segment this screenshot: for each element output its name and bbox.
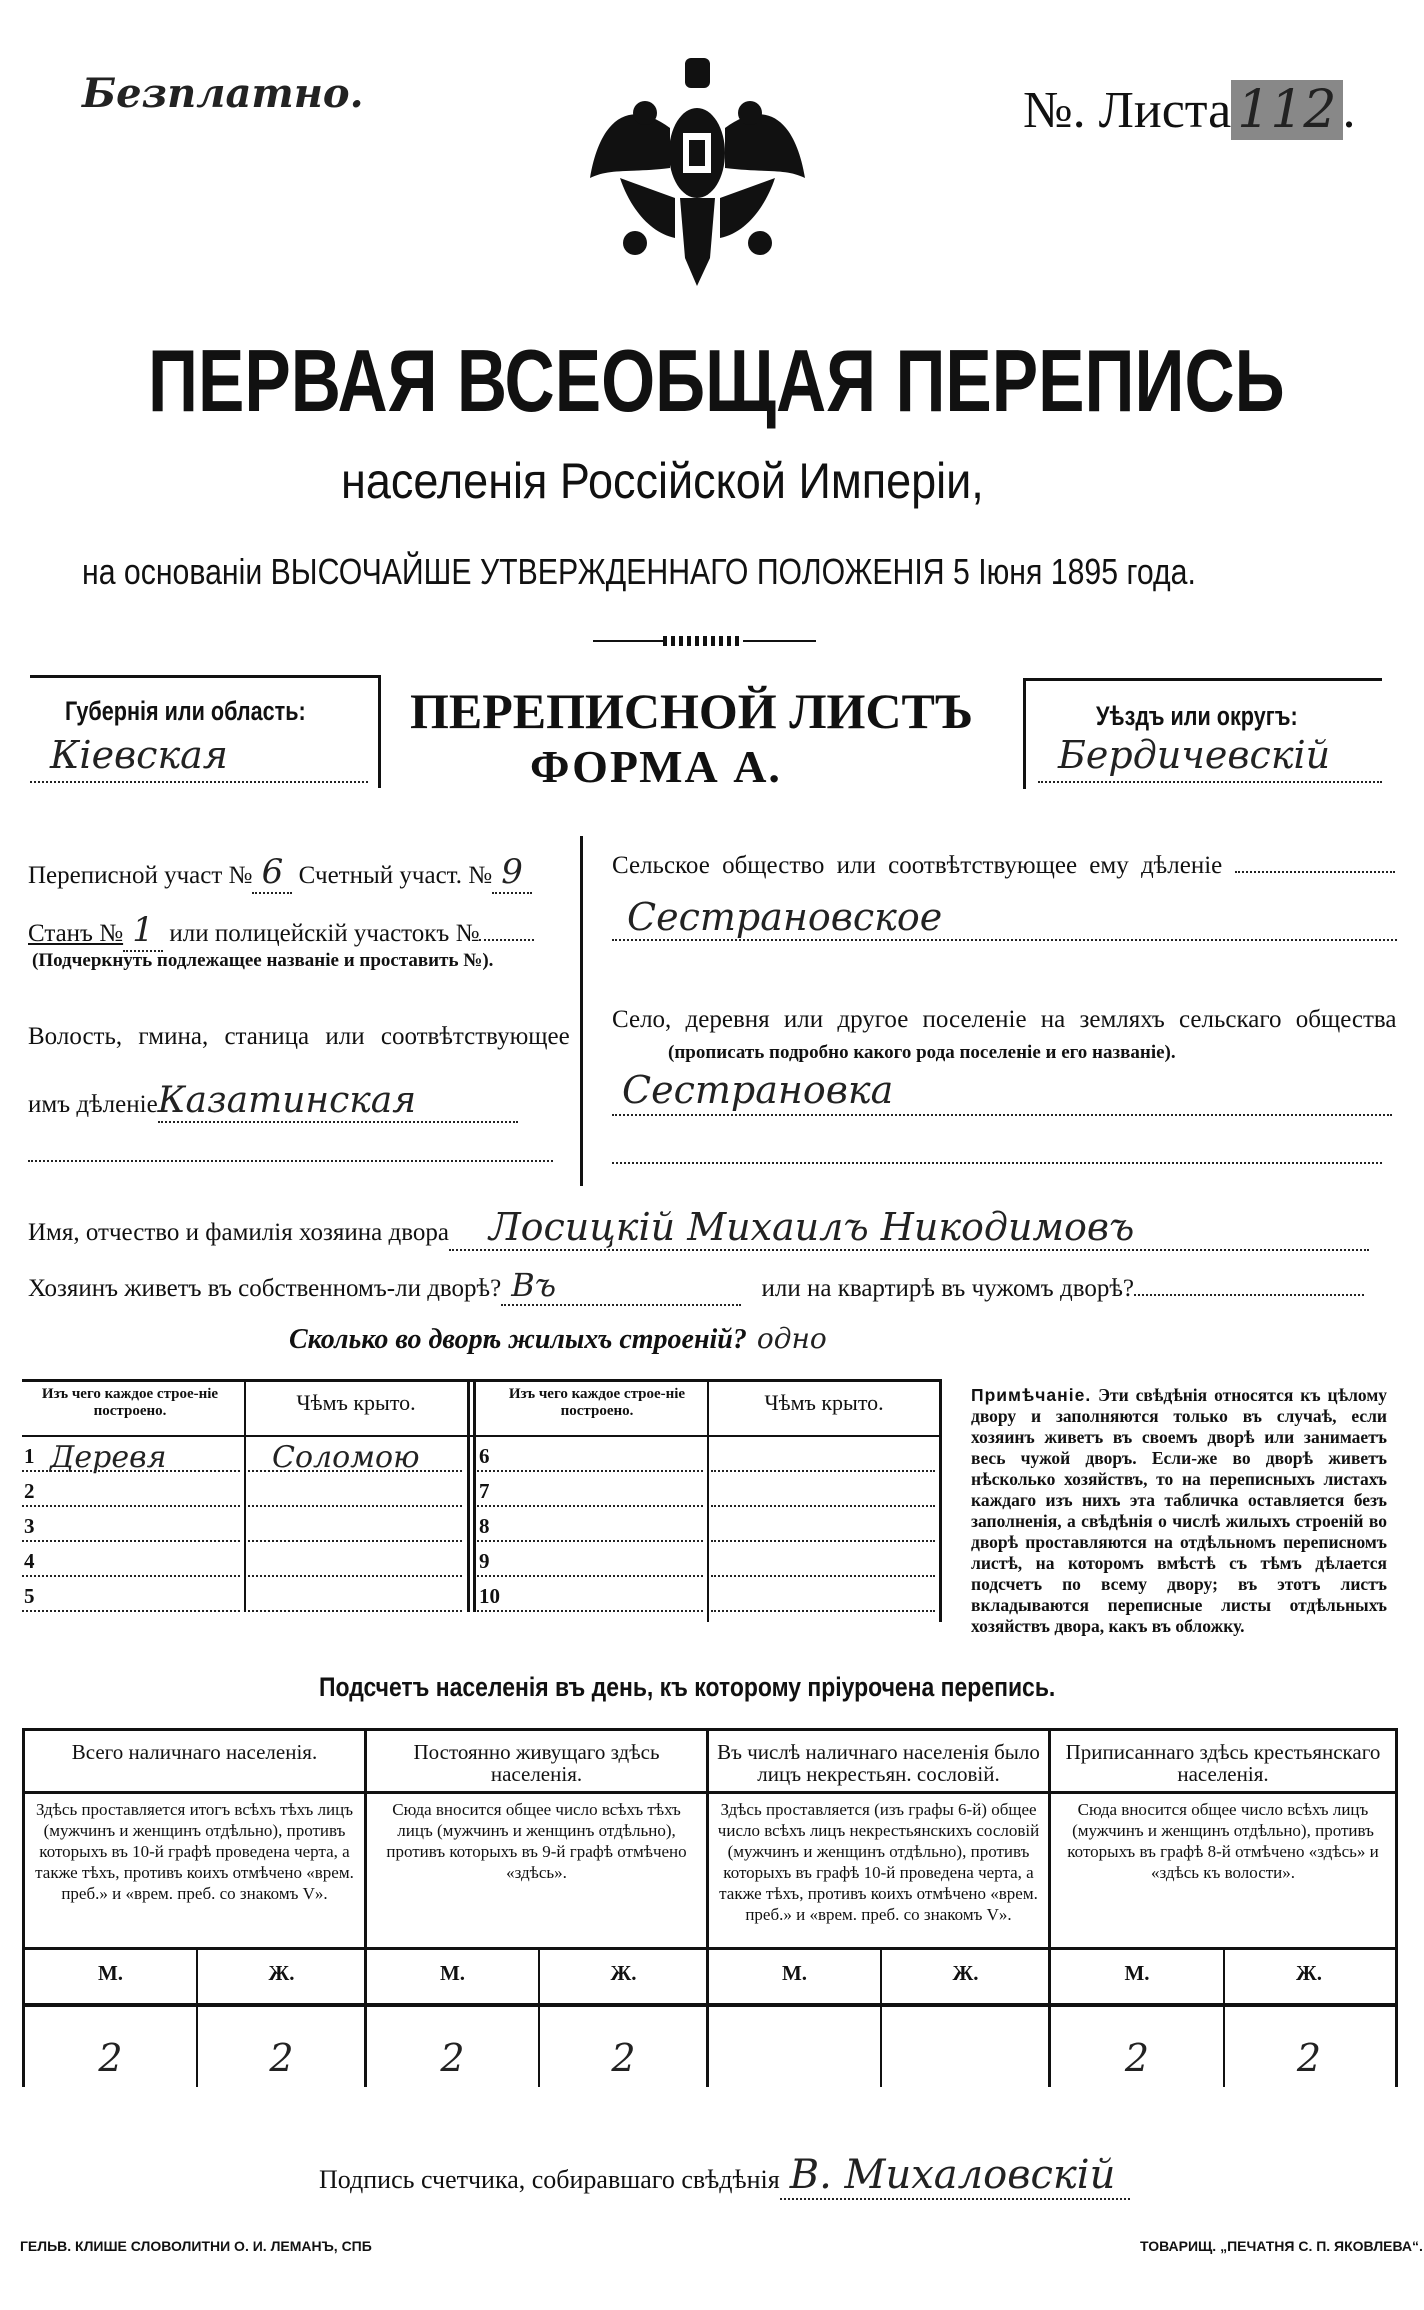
material-cell[interactable] (22, 1475, 240, 1507)
village-note: (прописать подробно какого рода поселеніе и его названіе). (668, 1042, 1176, 1063)
material-cell[interactable]: Деревя (22, 1440, 240, 1472)
free-label: Безплатно. (82, 70, 364, 117)
row-number: 7 (479, 1479, 490, 1503)
table-row (22, 1545, 466, 1580)
gubernia-value[interactable]: Кіевская (30, 733, 368, 783)
owner-name-row: Имя, отчество и фамилія хозяина двора Лосицкій Михаилъ Никодимовъ (28, 1205, 1369, 1251)
page-subtitle: населенія Россійской Имперіи, (341, 453, 984, 509)
note-text: Эти свѣдѣнія относятся къ цѣлому двору и заполняются только въ случаѣ, если хозяинъ живетъ въ своемъ дворѣ или занимаетъ весь чужой дворъ. Если-же во дворѣ живетъ нѣсколько хозяйствъ, то на переписныхъ листахъ каждаго изъ нихъ эта табличка оставляется безъ заполненія, а свѣдѣнія о числѣ жилыхъ строеній во дворѣ проставляются на отдѣльномъ переписномъ листѣ, на которомъ вмѣстѣ съ тѣмъ дѣлается подсчетъ по всему двору; въ этотъ листъ вкладываются переписные листы отдѣльныхъ хозяйствъ двора, какъ въ обложку. (971, 1385, 1387, 1636)
table-row (22, 1510, 466, 1545)
roof-cell[interactable] (248, 1475, 462, 1507)
table-row (477, 1580, 939, 1615)
buildings-count-row: Сколько во дворѣ жилыхъ строеній? одно (289, 1322, 827, 1355)
count-column (1051, 1731, 1395, 2087)
roof-cell[interactable] (248, 1510, 462, 1542)
count-column (709, 1731, 1051, 2087)
sheet-title: ПЕРЕПИСНОЙ ЛИСТЪ (410, 683, 974, 739)
table-row (477, 1545, 939, 1580)
row-number: 6 (479, 1444, 490, 1468)
col-material-header: Изъ чего каждое строе-ніе построено. (508, 1386, 686, 1419)
form-name: ФОРМА А. (530, 741, 782, 792)
row-number: 2 (24, 1479, 35, 1503)
village-label: Село, деревня или другое поселеніе на земляхъ сельскаго общества (612, 1006, 1397, 1033)
village-value[interactable]: Сестрановка (612, 1068, 1392, 1116)
row-number: 10 (479, 1584, 500, 1608)
count-district-value[interactable]: 9 (492, 852, 532, 894)
material-cell[interactable] (22, 1510, 240, 1542)
row-number: 5 (24, 1584, 35, 1608)
count-column-head: Приписаннаго здѣсь крестьянскаго населенія. (1065, 1740, 1381, 1786)
stan-row: Станъ № 1 или полицейскій участокъ № (28, 910, 534, 952)
male-header: М. (781, 1961, 808, 1985)
female-header: Ж. (952, 1961, 979, 1985)
roof-cell[interactable] (248, 1580, 462, 1612)
female-count[interactable]: 2 (1296, 2036, 1322, 2080)
underline-note: (Подчеркнуть подлежащее названіе и проставить №). (32, 950, 494, 971)
male-header: М. (1124, 1961, 1150, 1985)
female-header: Ж. (268, 1961, 295, 1985)
count-column-desc: Сюда вносится общее число всѣхъ тѣхъ лицъ (мужчинъ и женщинъ отдѣльно), противъ которыхъ въ 9-й графѣ отмѣчено «здѣсь». (386, 1800, 687, 1882)
material-cell[interactable] (477, 1545, 703, 1577)
count-column (25, 1731, 367, 2087)
footer-right: ТОВАРИЩ. „ПЕЧАТНЯ С. П. ЯКОВЛЕВА“. (1140, 2238, 1423, 2254)
col-roof-header: Чѣмъ крыто. (296, 1390, 416, 1415)
table-row (22, 1580, 466, 1615)
uezd-label: Уѣздъ или округъ: (1096, 701, 1298, 731)
roof-cell[interactable] (711, 1475, 935, 1507)
col-roof-header: Чѣмъ крыто. (764, 1390, 884, 1415)
sheet-number-field: №. Листа 112 . (1023, 80, 1356, 140)
roof-cell[interactable] (711, 1545, 935, 1577)
column-divider (580, 836, 583, 1186)
buildings-table (22, 1379, 942, 1622)
census-district-value[interactable]: 6 (252, 852, 292, 894)
sheet-number-value: 112 (1231, 80, 1342, 140)
gubernia-box (30, 675, 381, 788)
male-count[interactable]: 2 (440, 2036, 465, 2080)
roof-cell[interactable] (711, 1580, 935, 1612)
row-number: 4 (24, 1549, 35, 1573)
count-column-head: Въ числѣ наличнаго населенія было лицъ некрестьян. сословій. (717, 1740, 1040, 1786)
note-title: Примѣчаніе. (971, 1385, 1092, 1405)
gubernia-label: Губернія или область: (65, 696, 306, 726)
row-number: 9 (479, 1549, 490, 1573)
male-count[interactable]: 2 (98, 2036, 123, 2080)
female-count[interactable]: 2 (269, 2036, 294, 2080)
note-block (971, 1385, 1387, 1637)
buildings-count-value[interactable]: одно (756, 1322, 827, 1355)
roof-cell[interactable] (248, 1545, 462, 1577)
male-count[interactable]: 2 (1124, 2036, 1150, 2080)
male-header: М. (439, 1961, 466, 1985)
material-cell[interactable] (477, 1475, 703, 1507)
material-cell[interactable] (477, 1510, 703, 1542)
society-value[interactable]: Сестрановское (612, 895, 1397, 941)
material-cell[interactable] (477, 1440, 703, 1472)
table-row (22, 1440, 466, 1475)
signature-row: Подпись счетчика, собиравшаго свѣдѣнія В. Михаловскій (319, 2152, 1130, 2200)
imperial-eagle-crest-icon (590, 58, 805, 288)
count-title: Подсчетъ населенія въ день, къ которому пріурочена перепись. (319, 1672, 1056, 1702)
stan-value[interactable]: 1 (123, 910, 163, 952)
page-title: ПЕРВАЯ ВСЕОБЩАЯ ПЕРЕПИСЬ (148, 331, 1285, 430)
row-number: 1 (24, 1444, 35, 1468)
volost-row: имъ дѣленіеКазатинская (28, 1080, 553, 1123)
ornament-divider (593, 636, 816, 646)
female-header: Ж. (610, 1961, 637, 1985)
male-header: М. (97, 1961, 124, 1985)
roof-cell[interactable] (711, 1440, 935, 1472)
volost-value[interactable]: Казатинская (158, 1080, 518, 1123)
volost-label: Волость, гмина, станица или соотвѣтствующее (28, 1023, 570, 1050)
count-column-head: Постоянно живущаго здѣсь населенія. (413, 1740, 660, 1786)
female-header: Ж. (1295, 1961, 1322, 1985)
count-column-desc: Здѣсь проставляется итогъ всѣхъ тѣхъ лицъ (мужчинъ и женщинъ отдѣльно), противъ которыхъ въ 10-й графѣ проведена черта, а также тѣхъ, противъ коихъ отмѣчено «врем. преб.» и «врем. преб. со знакомъ V». (35, 1800, 354, 1903)
count-column-desc: Здѣсь проставляется (изъ графы 6-й) общее число всѣхъ лицъ некрестьянскихъ сословій (мужчинъ и женщинъ отдѣльно), противъ которыхъ въ графѣ 10-й проведена черта, а также тѣхъ, противъ коихъ отмѣчено «врем. преб.» и «врем. преб. со знакомъ V». (717, 1800, 1040, 1924)
count-column (367, 1731, 709, 2087)
row-number: 3 (24, 1514, 35, 1538)
roof-cell[interactable]: Соломою (248, 1440, 462, 1472)
society-row: Сельское общество или соотвѣтствующее ему дѣленіе (612, 852, 1395, 880)
uezd-box (1023, 678, 1382, 789)
table-row (477, 1475, 939, 1510)
signature-value[interactable]: В. Михаловскій (780, 2152, 1130, 2200)
owner-name-value[interactable]: Лосицкій Михаилъ Никодимовъ (449, 1205, 1369, 1251)
material-cell[interactable] (22, 1545, 240, 1577)
row-number: 8 (479, 1514, 490, 1538)
footer-left: ГЕЛЬВ. КЛИШЕ СЛОВОЛИТНИ О. И. ЛЕМАНЪ, СПБ (20, 2238, 372, 2254)
count-table (22, 1728, 1398, 2087)
count-column-desc: Сюда вносится общее число всѣхъ лицъ (мужчинъ и женщинъ отдѣльно), противъ которыхъ въ графѣ 8-й отмѣчено «здѣсь» и «здѣсь къ волости». (1067, 1800, 1379, 1882)
material-cell[interactable] (22, 1580, 240, 1612)
col-material-header: Изъ чего каждое строе-ніе построено. (41, 1386, 219, 1419)
table-row (22, 1475, 466, 1510)
material-cell[interactable] (477, 1580, 703, 1612)
female-count[interactable]: 2 (611, 2036, 636, 2080)
own-yard-value[interactable]: Въ (501, 1266, 741, 1306)
basis-line: на основаніи ВЫСОЧАЙШЕ УТВЕРЖДЕННАГО ПОЛОЖЕНІЯ 5 Іюня 1895 года. (82, 551, 1196, 592)
table-row (477, 1510, 939, 1545)
roof-cell[interactable] (711, 1510, 935, 1542)
sheet-label: №. Листа (1023, 82, 1232, 139)
uezd-value[interactable]: Бердичевскій (1038, 733, 1382, 783)
own-yard-row: Хозяинъ живетъ въ собственномъ-ли дворѣ? Въ или на квартирѣ въ чужомъ дворѣ? (28, 1266, 1364, 1306)
count-column-head: Всего наличнаго населенія. (71, 1740, 318, 1764)
blank-line (28, 1160, 553, 1162)
census-district-row: Переписной участ № 6 Счетный участ. № 9 (28, 852, 532, 894)
blank-line (612, 1162, 1382, 1164)
table-row (477, 1440, 939, 1475)
